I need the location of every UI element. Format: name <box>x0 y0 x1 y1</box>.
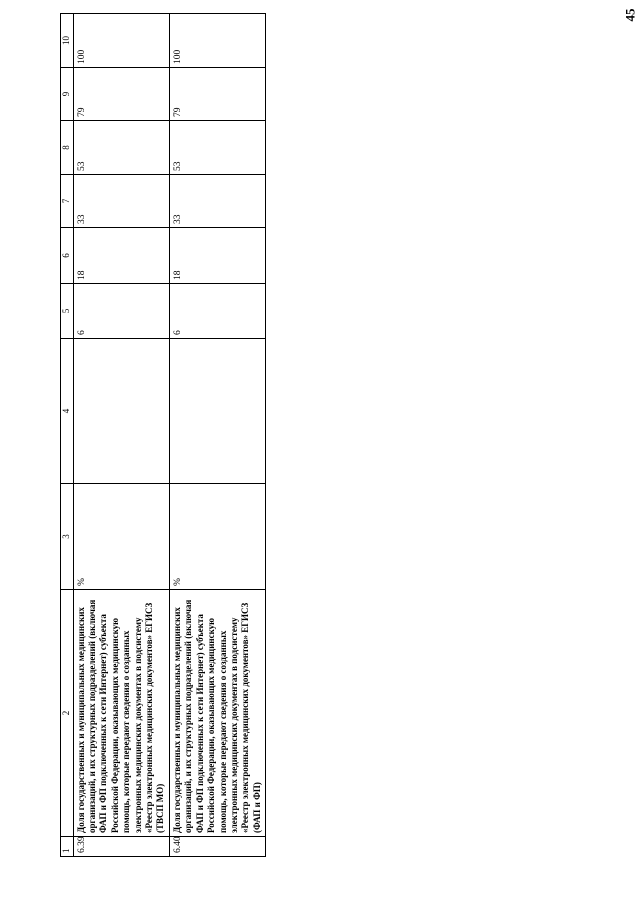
value-cell <box>169 339 265 484</box>
table-row <box>73 14 169 857</box>
value-cell: 100 <box>169 14 265 68</box>
table-container <box>60 14 262 857</box>
value-cell: 79 <box>73 68 169 121</box>
header-cell: 5 <box>61 284 74 339</box>
value-cell: 6 <box>169 284 265 339</box>
header-cell: 2 <box>61 590 74 837</box>
indicator-name: Доля государственных и муниципальных медицинских организаций, и их структурных подразделений (включая ФАП и ФП подключенных к сети Интернет) субъекта Российской Федерации, оказывающих медицинскую помощь, которые передают сведения о созданных электронных медицинских документах в подсистему «Реестр электронных медицинских документов» ЕГИСЗ (ФАП и ФП) <box>169 590 265 837</box>
header-cell: 9 <box>61 68 74 121</box>
header-cell: 3 <box>61 484 74 590</box>
value-cell: 33 <box>73 175 169 228</box>
value-cell: 79 <box>169 68 265 121</box>
header-cell: 7 <box>61 175 74 228</box>
unit-cell: % <box>73 484 169 590</box>
value-cell: 18 <box>73 228 169 284</box>
table-row <box>169 14 265 857</box>
page-number-text: 45 <box>622 8 637 22</box>
row-number: 6.40 <box>169 837 265 857</box>
header-cell: 6 <box>61 228 74 284</box>
unit-cell: % <box>169 484 265 590</box>
indicator-name: Доля государственных и муниципальных медицинских организаций, и их структурных подразделений (включая ФАП и ФП подключенных к сети Интернет) субъекта Российской Федерации, оказывающих медицинскую помощь, которые передают сведения о созданных электронных медицинских документах в подсистему «Реестр электронных медицинских документов» ЕГИСЗ (ТВСП МО) <box>73 590 169 837</box>
page-number <box>620 4 640 26</box>
rotated-table <box>60 14 262 857</box>
header-cell: 4 <box>61 339 74 484</box>
header-cell: 1 <box>61 837 74 857</box>
value-cell: 100 <box>73 14 169 68</box>
header-cell: 10 <box>61 14 74 68</box>
value-cell: 53 <box>73 121 169 175</box>
value-cell: 53 <box>169 121 265 175</box>
value-cell: 18 <box>169 228 265 284</box>
indicator-table <box>60 13 266 857</box>
header-cell: 8 <box>61 121 74 175</box>
value-cell: 6 <box>73 284 169 339</box>
header-row <box>61 14 74 857</box>
value-cell: 33 <box>169 175 265 228</box>
value-cell <box>73 339 169 484</box>
row-number: 6.39 <box>73 837 169 857</box>
